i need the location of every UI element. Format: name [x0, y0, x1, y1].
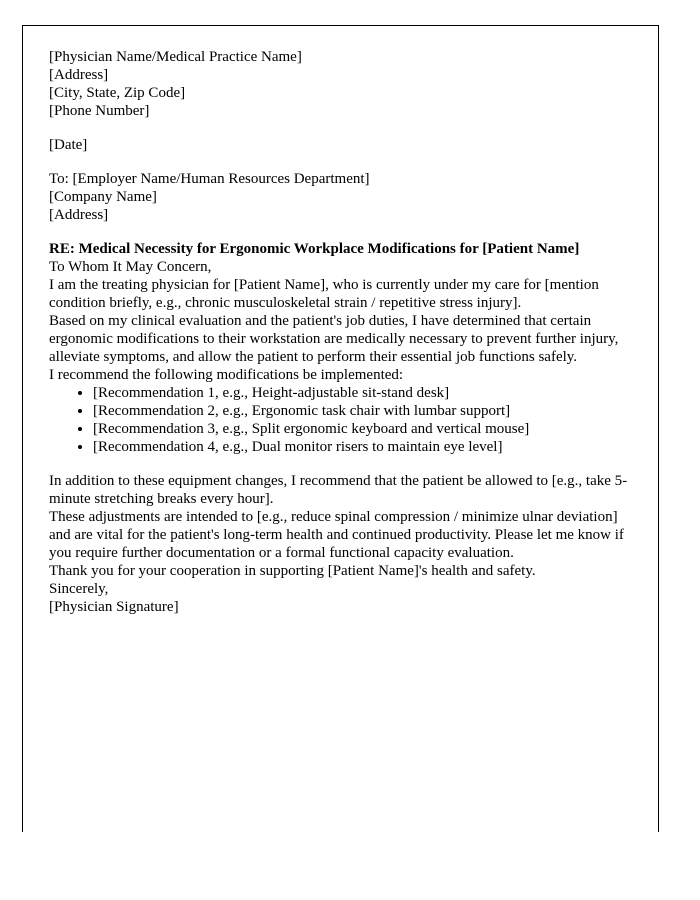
recommendation-item: • [Recommendation 2, e.g., Ergonomic task chair with lumbar support]	[93, 402, 632, 420]
recipient-address: [Address]	[49, 207, 109, 223]
sender-address: [Address]	[49, 67, 109, 83]
letter-document	[22, 25, 659, 832]
paragraph-clinical-evaluation: Based on my clinical evaluation and the patient's job duties, I have determined that certain ergonomic modifications to their workstation are medically necessary to prevent further injury, alleviate symptoms, and allow the patient to perform their essential job functions safely.	[49, 313, 619, 365]
paragraph-recommendation-lead: I recommend the following modifications be implemented:	[49, 367, 404, 383]
recommendation-item: • [Recommendation 3, e.g., Split ergonomic keyboard and vertical mouse]	[93, 420, 632, 438]
subject-line: RE: Medical Necessity for Ergonomic Workplace Modifications for [Patient Name]	[49, 241, 580, 257]
sender-phone: [Phone Number]	[49, 103, 150, 119]
letter-body	[49, 48, 632, 616]
salutation: To Whom It May Concern,	[49, 259, 212, 275]
date-line: [Date]	[49, 137, 88, 153]
sender-city-state-zip: [City, State, Zip Code]	[49, 85, 186, 101]
recommendations-list	[49, 384, 632, 456]
recommendation-item: • [Recommendation 1, e.g., Height-adjustable sit-stand desk]	[93, 384, 632, 402]
signature-placeholder: [Physician Signature]	[49, 599, 179, 615]
paragraph-equipment-changes: In addition to these equipment changes, I recommend that the patient be allowed to [e.g., take 5-minute stretching breaks every hour].	[49, 473, 628, 507]
sender-block	[49, 48, 632, 120]
paragraph-treating-physician: I am the treating physician for [Patient Name], who is currently under my care for [mention condition briefly, e.g., chronic musculoskeletal strain / repetitive stress injury].	[49, 277, 599, 311]
paragraph-adjustments-purpose: These adjustments are intended to [e.g., reduce spinal compression / minimize ulnar deviation] and are vital for the patient's long-term health and continued productivity. Please let me know if you require further documentation or a formal functional capacity evaluation.	[49, 509, 624, 561]
closing: Sincerely,	[49, 581, 109, 597]
recipient-company: [Company Name]	[49, 189, 157, 205]
sender-name: [Physician Name/Medical Practice Name]	[49, 49, 302, 65]
paragraph-thanks: Thank you for your cooperation in supporting [Patient Name]'s health and safety.	[49, 563, 536, 579]
recipient-block	[49, 170, 632, 224]
date-block	[49, 136, 632, 154]
recipient-to-line: To: [Employer Name/Human Resources Department]	[49, 171, 370, 187]
recommendation-item: • [Recommendation 4, e.g., Dual monitor risers to maintain eye level]	[93, 438, 632, 456]
